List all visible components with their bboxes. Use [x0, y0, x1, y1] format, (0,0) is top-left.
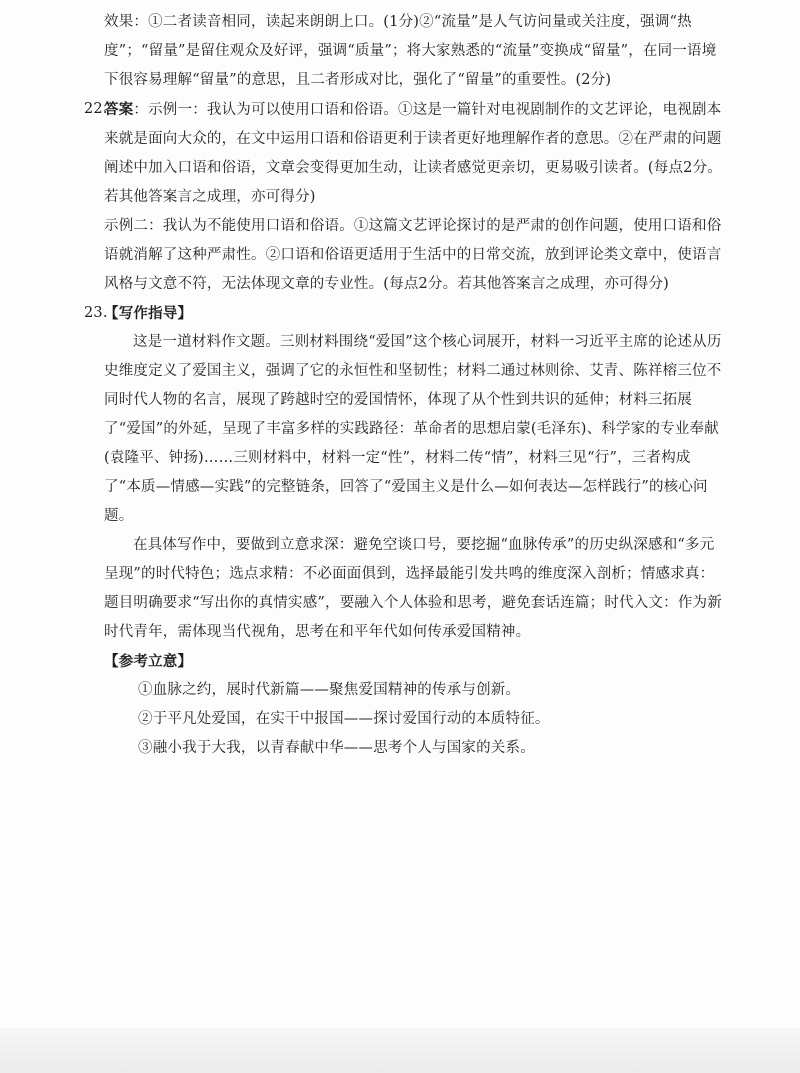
q23-reference-heading: 【参考立意】 [104, 653, 193, 670]
q23-reference-1: ①血脉之约，展时代新篇——聚焦爱国精神的传承与创新。 [138, 682, 521, 698]
q23-reference-2: ②于平凡处爱国，在实干中报国——探讨爱国行动的本质特征。 [138, 711, 550, 727]
q22-example1 [104, 95, 726, 212]
answer-content [86, 8, 726, 763]
q23-writing-guide-heading: 【写作指导】 [104, 305, 193, 322]
q23-number: 23. [84, 305, 108, 321]
q23-item [86, 299, 726, 328]
q22-example2: 示例二：我认为不能使用口语和俗语。①这篇文艺评论探讨的是严肃的创作问题，使用口语和俗语就消解了这种严肃性。②口语和俗语更适用于生活中的日常交流，放到评论类文章中，使语言风格与文意不符，无法体现文章的专业性。(每点2分。若其他答案言之成理，亦可得分) [104, 218, 722, 292]
page-bottom-shade [0, 1028, 800, 1073]
q23-paragraph-1: 这是一道材料作文题。三则材料围绕“爱国”这个核心词展开，材料一习近平主席的论述从历史维度定义了爱国主义，强调了它的永恒性和坚韧性；材料二通过林则徐、艾青、陈祥榕三位不同时代人物的名言，展现了跨越时空的爱国情怀，体现了从个性到共识的延伸；材料三拓展了“爱国”的外延，呈现了丰富多样的实践路径：革命者的思想启蒙(毛泽东)、科学家的专业奉献(袁隆平、钟扬)……三则材料中，材料一定“性”，材料二传“情”，材料三见“行”，三者构成了“本质—情感—实践”的完整链条，回答了“爱国主义是什么—如何表达—怎样践行”的核心问题。 [104, 334, 722, 524]
q22-example1-text: ：示例一：我认为可以使用口语和俗语。①这是一篇针对电视剧制作的文艺评论，电视剧本来就是面向大众的，在文中运用口语和俗语更利于读者更好地理解作者的意思。②在严肃的问题阐述中加入口语和俗语，文章会变得更加生动，让读者感觉更亲切，更易吸引读者。(每点2分。若其他答案言之成理，亦可得分) [104, 102, 722, 205]
q22-answer-label: 答案 [104, 101, 134, 118]
q23-reference-3: ③融小我于大我，以青春献中华——思考个人与国家的关系。 [138, 740, 535, 756]
q21-effect-paragraph: 效果：①二者读音相同，读起来朗朗上口。(1分)②“流量”是人气访问量或关注度，强调“热度”；“留量”是留住观众及好评，强调“质量”；将大家熟悉的“流量”变换成“留量”，在同一语境下很容易理解“留量”的意思，且二者形成对比，强化了“留量”的重要性。(2分) [104, 14, 717, 88]
q22-number: 22. [84, 101, 108, 117]
q23-paragraph-2: 在具体写作中，要做到立意求深：避免空谈口号，要挖掘“血脉传承”的历史纵深感和“多元呈现”的时代特色；选点求精：不必面面俱到，选择最能引发共鸣的维度深入剖析；情感求真：题目明确要求“写出你的真情实感”，要融入个人体验和思考，避免套话连篇；时代入文：作为新时代青年，需体现当代视角，思考在和平年代如何传承爱国精神。 [104, 537, 722, 640]
q22-item [86, 95, 726, 299]
